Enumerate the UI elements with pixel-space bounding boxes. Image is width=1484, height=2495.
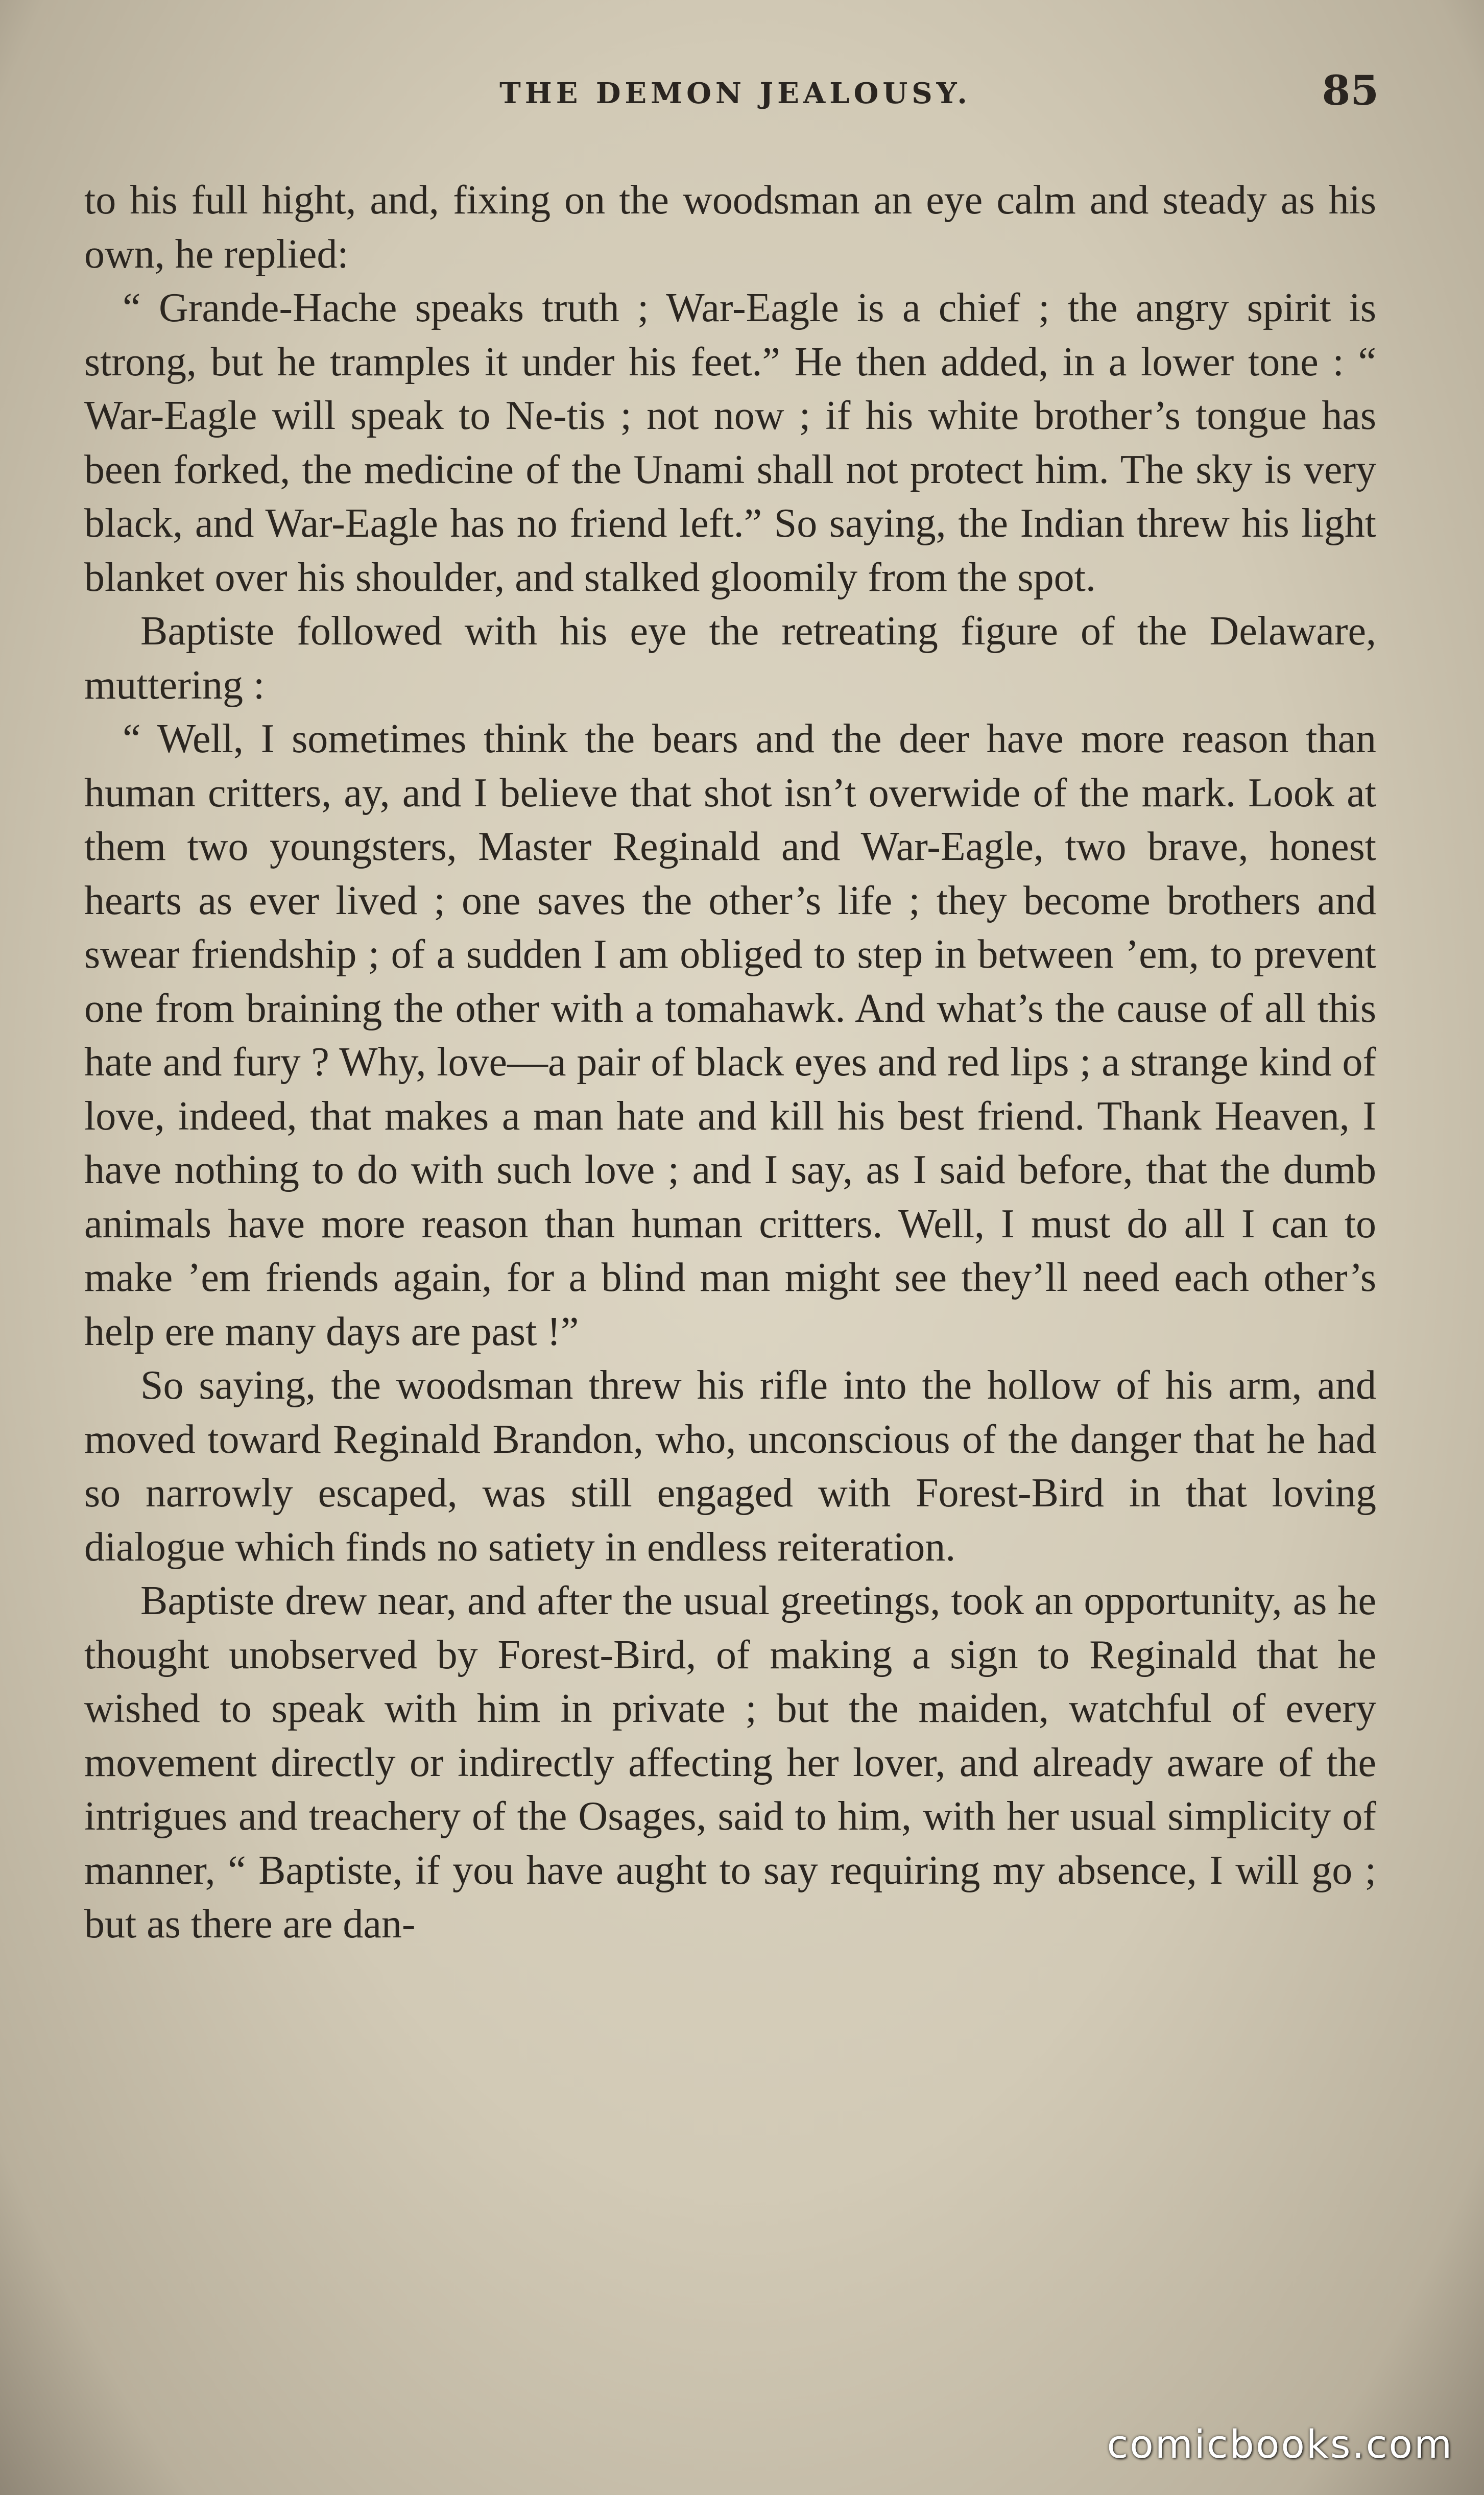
paragraph: “ Grande-Hache speaks truth ; War-Eagle is a chief ; the angry spirit is strong, but he tramples it under his feet.” He then added, in a lower tone : “ War-Eagle will speak to Ne-tis ; not now ; if his white brother’s tongue has been forked, the medicine of the Unami shall not protect him. The sky is very black, and War-Eagle has no friend left.” So saying, the Indian threw his light blanket over his shoulder, and stalked gloomily from the spot. <box>84 285 1376 600</box>
page-number: 85 <box>1322 66 1379 114</box>
chapter-title: THE DEMON JEALOUSY. <box>499 77 971 110</box>
body-text <box>84 174 1376 1952</box>
paragraph: “ Well, I sometimes think the bears and the deer have more reason than human critters, ay, and I believe that shot isn’t overwide of the mark. Look at them two youngsters, Master Reginald and War-Eagle, two brave, honest hearts as ever lived ; one saves the other’s life ; they become brothers and swear friendship ; of a sudden I am obliged to step in between ’em, to prevent one from braining the other with a tomahawk. And what’s the cause of all this hate and fury ? Why, love—a pair of black eyes and red lips ; a strange kind of love, indeed, that makes a man hate and kill his best friend. Thank Heaven, I have nothing to do with such love ; and I say, as I said before, that the dumb animals have more reason than human critters. Well, I must do all I can to make ’em friends again, for a blind man might see they’ll need each other’s help ere many days are past !” <box>84 716 1376 1354</box>
paragraph: So saying, the woodsman threw his rifle into the hollow of his arm, and moved toward Reginald Brandon, who, unconscious of the danger that he had so narrowly escaped, was still engaged with Forest-Bird in that loving dialogue which finds no satiety in endless reiteration. <box>84 1363 1376 1570</box>
watermark: comicbooks.com <box>1107 2421 1453 2467</box>
running-head <box>92 61 1379 123</box>
paragraph: Baptiste drew near, and after the usual greetings, took an opportunity, as he thought unobserved by Forest-Bird, of making a sign to Reginald that he wished to speak with him in private ; but the maiden, watchful of every movement directly or indirectly affecting her lover, and already aware of the intrigues and treachery of the Osages, said to him, with her usual simplicity of manner, “ Baptiste, if you have aught to say requiring my absence, I will go ; but as there are dan- <box>84 1578 1376 1947</box>
paragraph: to his full hight, and, fixing on the woodsman an eye calm and steady as his own, he replied: <box>84 178 1376 277</box>
paragraph: Baptiste followed with his eye the retreating figure of the Delaware, muttering : <box>84 609 1376 708</box>
